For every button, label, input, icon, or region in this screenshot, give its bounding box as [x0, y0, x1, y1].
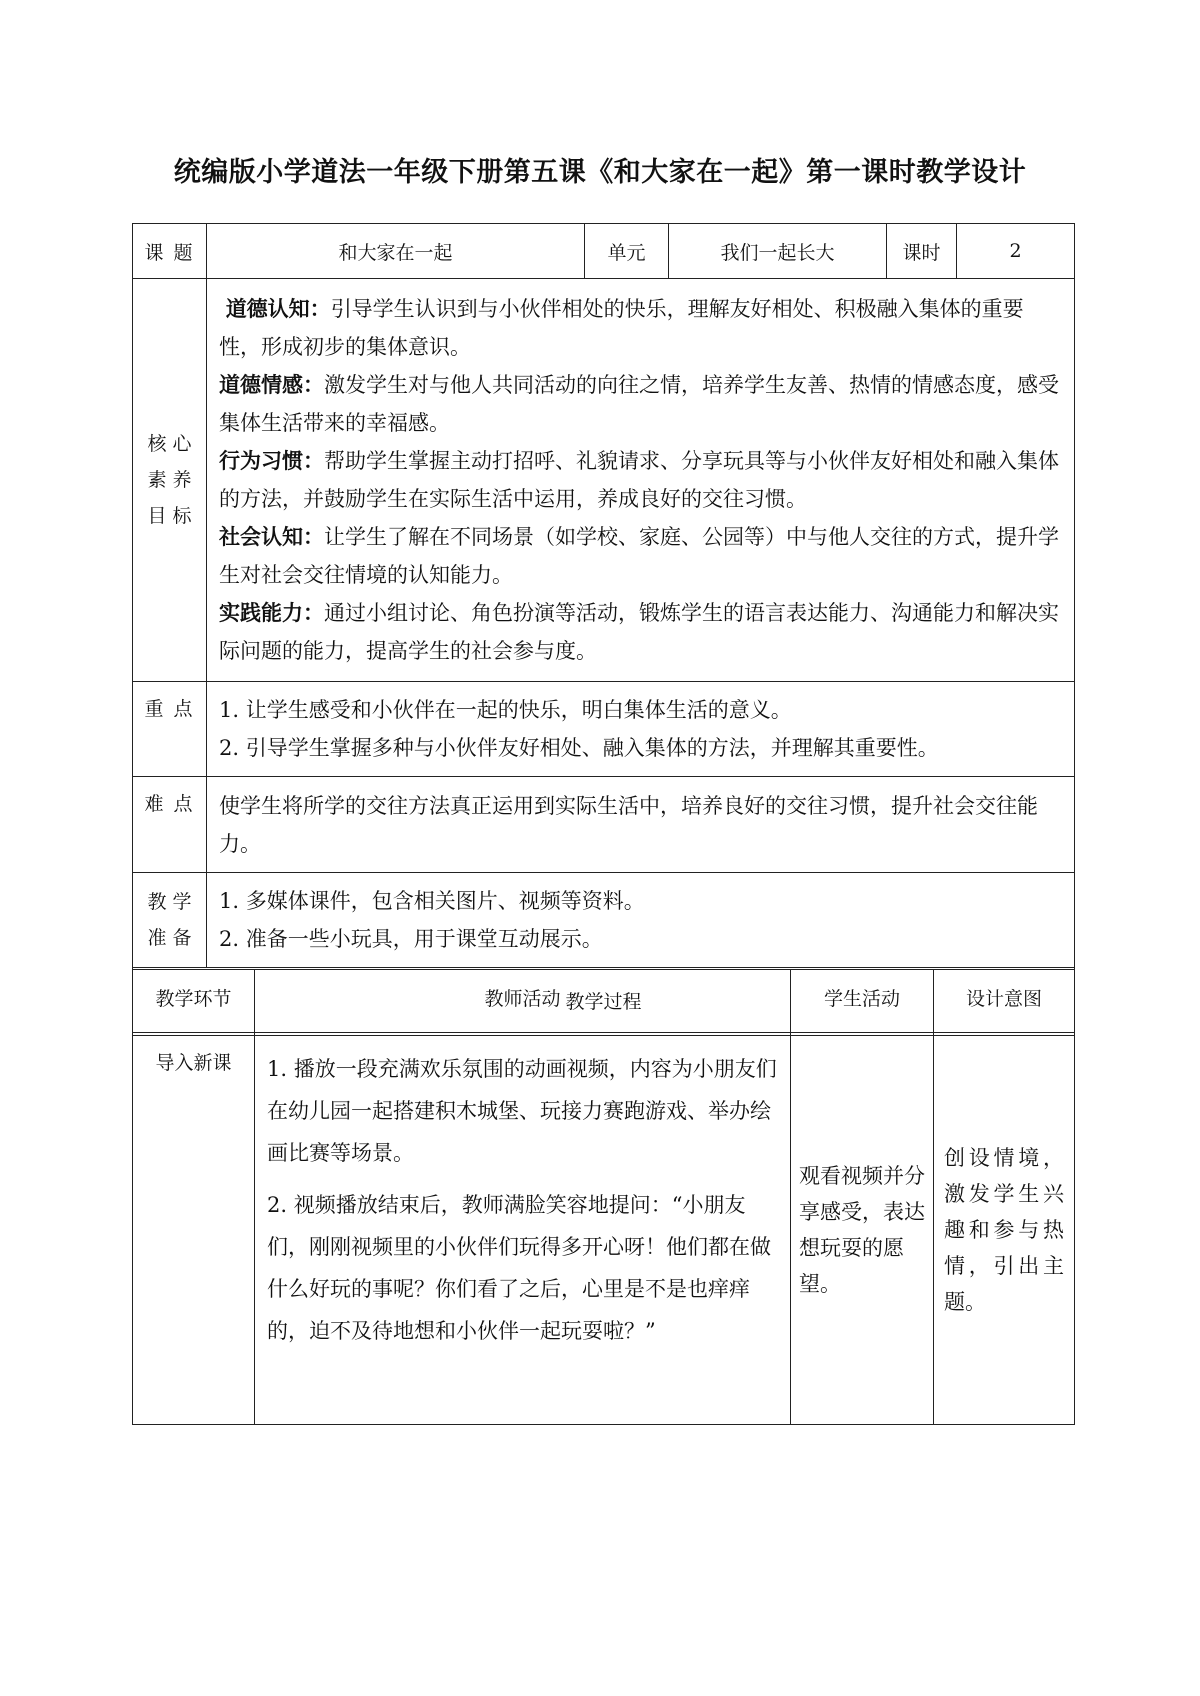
unit-label: 单元: [585, 224, 669, 279]
student-activity-cell: 观看视频并分享感受，表达想玩耍的愿望。: [791, 1036, 934, 1425]
goals-label: 核 心 素 养 目 标: [133, 279, 207, 682]
key-points-content: 1. 让学生感受和小伙伴在一起的快乐，明白集体生活的意义。 2. 引导学生掌握多种与小伙伴友好相处、融入集体的方法，并理解其重要性。: [207, 682, 1075, 777]
preparation-label: 教 学 准 备: [133, 873, 207, 968]
column-header: 教学环节: [133, 970, 255, 1036]
unit-value: 我们一起长大: [669, 224, 887, 279]
topic-value: 和大家在一起: [207, 224, 585, 279]
difficulties-label: 难 点: [133, 777, 207, 873]
stage-cell: 导入新课: [133, 1036, 255, 1425]
table-row: [133, 1036, 1075, 1425]
goal-item: 道德认知：引导学生认识到与小伙伴相处的快乐，理解友好相处、积极融入集体的重要性，形成初步的集体意识。: [219, 297, 1024, 359]
goals-content: [207, 279, 1075, 682]
difficulties-content: 使学生将所学的交往方法真正运用到实际生活中，培养良好的交往习惯，提升社会交往能力。: [207, 777, 1075, 873]
hours-value: 2: [957, 224, 1075, 279]
goal-item: 行为习惯：帮助学生掌握主动打招呼、礼貌请求、分享玩具等与小伙伴友好相处和融入集体的方法，并鼓励学生在实际生活中运用，养成良好的交往习惯。: [219, 449, 1059, 511]
column-header: 教师活动: [255, 970, 791, 1036]
teaching-process-table: [132, 969, 1075, 1425]
key-points-label: 重 点: [133, 682, 207, 777]
hours-label: 课时: [887, 224, 957, 279]
teacher-activity-cell: 1. 播放一段充满欢乐氛围的动画视频，内容为小朋友们在幼儿园一起搭建积木城堡、玩接力赛跑游戏、举办绘画比赛等场景。 2. 视频播放结束后，教师满脸笑容地提问：“小朋友们，刚刚视频里的小伙伴们玩得多开心呀！他们都在做什么好玩的事呢？你们看了之后，心里是不是也痒痒的，迫不及待地想和小伙伴一起玩耍啦？”: [255, 1036, 791, 1425]
page-title: 统编版小学道法一年级下册第五课《和大家在一起》第一课时教学设计: [173, 157, 1027, 188]
preparation-content: 1. 多媒体课件，包含相关图片、视频等资料。 2. 准备一些小玩具，用于课堂互动展示。: [207, 873, 1075, 968]
goal-item: 社会认知：让学生了解在不同场景（如学校、家庭、公园等）中与他人交往的方式，提升学生对社会交往情境的认知能力。: [219, 525, 1059, 587]
topic-label: 课 题: [133, 224, 207, 279]
lesson-info-table: [132, 223, 1075, 1033]
column-header: 学生活动: [791, 970, 934, 1036]
design-intent-cell: 创设情境，激发学生兴趣和参与热情，引出主题。: [934, 1036, 1075, 1425]
goal-item: 实践能力：通过小组讨论、角色扮演等活动，锻炼学生的语言表达能力、沟通能力和解决实际问题的能力，提高学生的社会参与度。: [219, 601, 1059, 663]
column-header: 设计意图: [934, 970, 1075, 1036]
process-title: 教学过程: [133, 968, 1075, 1033]
goal-item: 道德情感：激发学生对与他人共同活动的向往之情，培养学生友善、热情的情感态度，感受集体生活带来的幸福感。: [219, 373, 1059, 435]
